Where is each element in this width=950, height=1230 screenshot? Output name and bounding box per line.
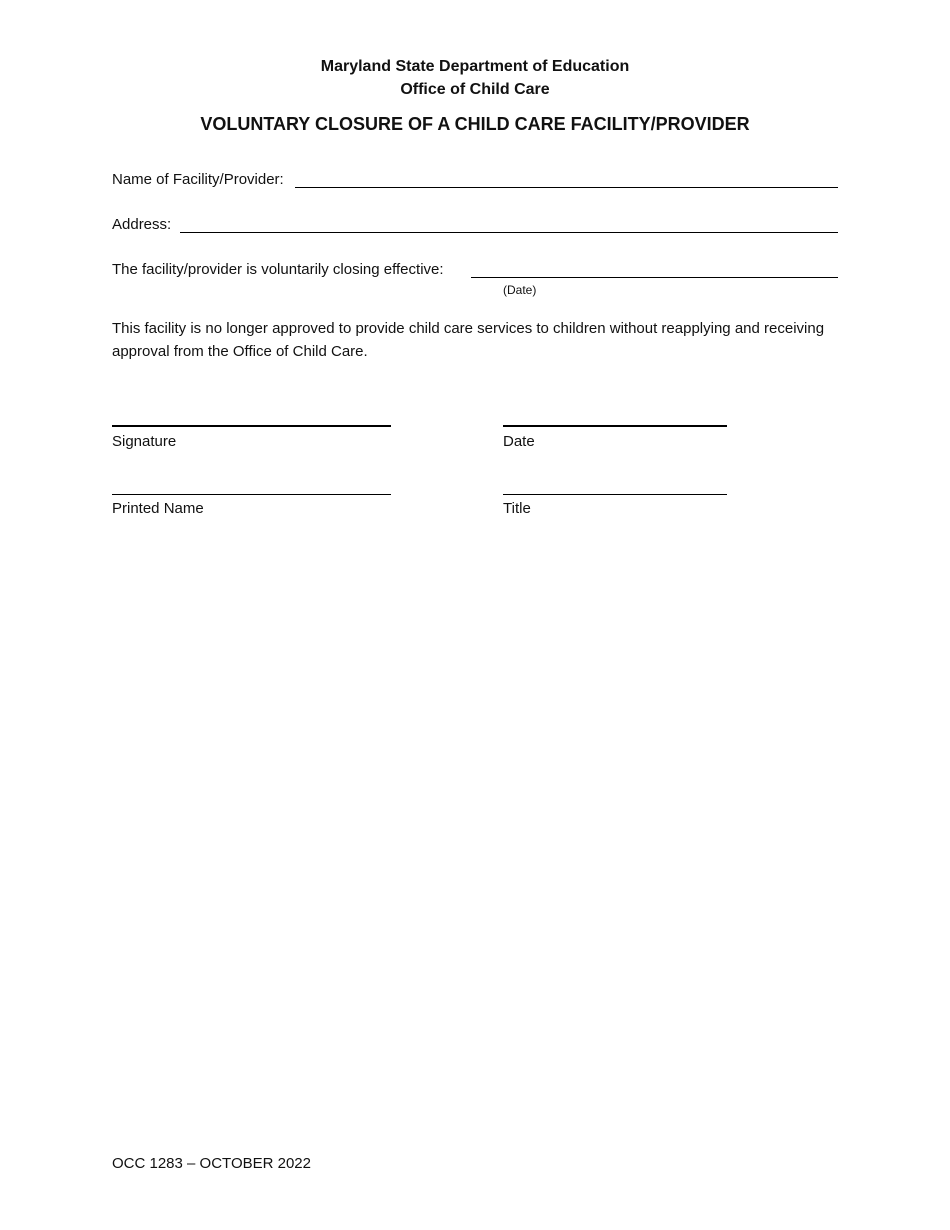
closing-date-label: The facility/provider is voluntarily closing effective: <box>112 261 444 278</box>
title-line[interactable] <box>503 494 727 495</box>
signature-date-line[interactable] <box>503 425 727 427</box>
address-label: Address: <box>112 216 172 233</box>
closing-date-field[interactable] <box>471 258 838 278</box>
facility-name-field[interactable] <box>295 168 838 188</box>
form-id-footer: OCC 1283 – OCTOBER 2022 <box>112 1155 311 1172</box>
signature-label: Signature <box>112 433 177 450</box>
facility-name-label: Name of Facility/Provider: <box>112 171 284 188</box>
closing-date-line <box>471 277 838 278</box>
form-title: VOLUNTARY CLOSURE OF A CHILD CARE FACILITY/PROVIDER <box>200 114 750 134</box>
address-field[interactable] <box>180 213 838 233</box>
office-name: Office of Child Care <box>400 81 550 98</box>
facility-name-line <box>295 187 838 188</box>
department-name: Maryland State Department of Education <box>320 58 630 75</box>
title-label: Title <box>503 500 531 517</box>
signature-date-label: Date <box>503 433 535 450</box>
closing-date-hint: (Date) <box>503 283 537 297</box>
printed-name-line[interactable] <box>112 494 391 495</box>
signature-line[interactable] <box>112 425 391 427</box>
approval-statement: This facility is no longer approved to provide child care services to children without reapplying and receiving approval from the Office of Child Care. <box>112 320 825 360</box>
address-line <box>180 232 838 233</box>
printed-name-label: Printed Name <box>112 500 204 517</box>
